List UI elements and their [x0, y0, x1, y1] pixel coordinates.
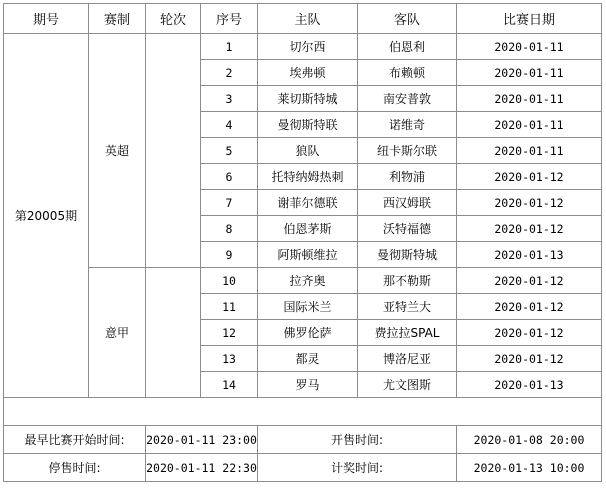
earliest-start-value: 2020-01-11 23:00	[146, 426, 258, 454]
issue-cell: 第20005期	[4, 34, 89, 398]
away-team: 那不勒斯	[358, 268, 457, 294]
match-date: 2020-01-11	[457, 34, 602, 60]
match-date: 2020-01-12	[457, 268, 602, 294]
home-team: 埃弗顿	[258, 60, 358, 86]
round-seriea	[146, 268, 201, 398]
header-round: 轮次	[146, 4, 201, 34]
home-team: 莱切斯特城	[258, 86, 358, 112]
home-team: 托特纳姆热刺	[258, 164, 358, 190]
match-date: 2020-01-11	[457, 112, 602, 138]
home-team: 佛罗伦萨	[258, 320, 358, 346]
home-team: 都灵	[258, 346, 358, 372]
seq-cell: 12	[201, 320, 258, 346]
seq-cell: 3	[201, 86, 258, 112]
seq-cell: 7	[201, 190, 258, 216]
away-team: 沃特福德	[358, 216, 457, 242]
table-row	[4, 268, 602, 294]
league-epl: 英超	[89, 34, 146, 268]
header-row	[4, 4, 602, 34]
seq-cell: 10	[201, 268, 258, 294]
seq-cell: 1	[201, 34, 258, 60]
away-team: 南安普敦	[358, 86, 457, 112]
away-team: 曼彻斯特城	[358, 242, 457, 268]
header-format: 赛制	[89, 4, 146, 34]
home-team: 伯恩茅斯	[258, 216, 358, 242]
sale-open-label: 开售时间:	[258, 426, 457, 454]
away-team: 伯恩利	[358, 34, 457, 60]
spacer-cell	[4, 398, 602, 426]
away-team: 博洛尼亚	[358, 346, 457, 372]
match-date: 2020-01-12	[457, 190, 602, 216]
match-date: 2020-01-13	[457, 242, 602, 268]
seq-cell: 6	[201, 164, 258, 190]
away-team: 尤文图斯	[358, 372, 457, 398]
home-team: 国际米兰	[258, 294, 358, 320]
header-away: 客队	[358, 4, 457, 34]
away-team: 亚特兰大	[358, 294, 457, 320]
seq-cell: 9	[201, 242, 258, 268]
sale-stop-label: 停售时间:	[4, 454, 146, 482]
away-team: 西汉姆联	[358, 190, 457, 216]
table-row	[4, 34, 602, 60]
away-team: 利物浦	[358, 164, 457, 190]
seq-cell: 2	[201, 60, 258, 86]
spacer-row	[4, 398, 602, 426]
league-seriea: 意甲	[89, 268, 146, 398]
home-team: 谢菲尔德联	[258, 190, 358, 216]
home-team: 狼队	[258, 138, 358, 164]
home-team: 罗马	[258, 372, 358, 398]
prize-time-label: 计奖时间:	[258, 454, 457, 482]
away-team: 纽卡斯尔联	[358, 138, 457, 164]
sale-open-value: 2020-01-08 20:00	[457, 426, 602, 454]
header-issue: 期号	[4, 4, 89, 34]
prize-time-value: 2020-01-13 10:00	[457, 454, 602, 482]
match-date: 2020-01-11	[457, 138, 602, 164]
footer-row-2	[4, 454, 602, 482]
seq-cell: 13	[201, 346, 258, 372]
schedule-table	[3, 3, 602, 482]
match-date: 2020-01-12	[457, 294, 602, 320]
home-team: 曼彻斯特联	[258, 112, 358, 138]
seq-cell: 8	[201, 216, 258, 242]
away-team: 费拉拉SPAL	[358, 320, 457, 346]
away-team: 布赖顿	[358, 60, 457, 86]
seq-cell: 14	[201, 372, 258, 398]
match-date: 2020-01-12	[457, 164, 602, 190]
match-date: 2020-01-12	[457, 216, 602, 242]
round-epl	[146, 34, 201, 268]
header-date: 比赛日期	[457, 4, 602, 34]
match-date: 2020-01-13	[457, 372, 602, 398]
sale-stop-value: 2020-01-11 22:30	[146, 454, 258, 482]
seq-cell: 4	[201, 112, 258, 138]
match-date: 2020-01-12	[457, 346, 602, 372]
header-home: 主队	[258, 4, 358, 34]
home-team: 切尔西	[258, 34, 358, 60]
earliest-start-label: 最早比赛开始时间:	[4, 426, 146, 454]
seq-cell: 5	[201, 138, 258, 164]
match-date: 2020-01-11	[457, 86, 602, 112]
match-date: 2020-01-11	[457, 60, 602, 86]
away-team: 诺维奇	[358, 112, 457, 138]
seq-cell: 11	[201, 294, 258, 320]
footer-row-1	[4, 426, 602, 454]
match-date: 2020-01-12	[457, 320, 602, 346]
header-seq: 序号	[201, 4, 258, 34]
home-team: 拉齐奥	[258, 268, 358, 294]
home-team: 阿斯顿维拉	[258, 242, 358, 268]
